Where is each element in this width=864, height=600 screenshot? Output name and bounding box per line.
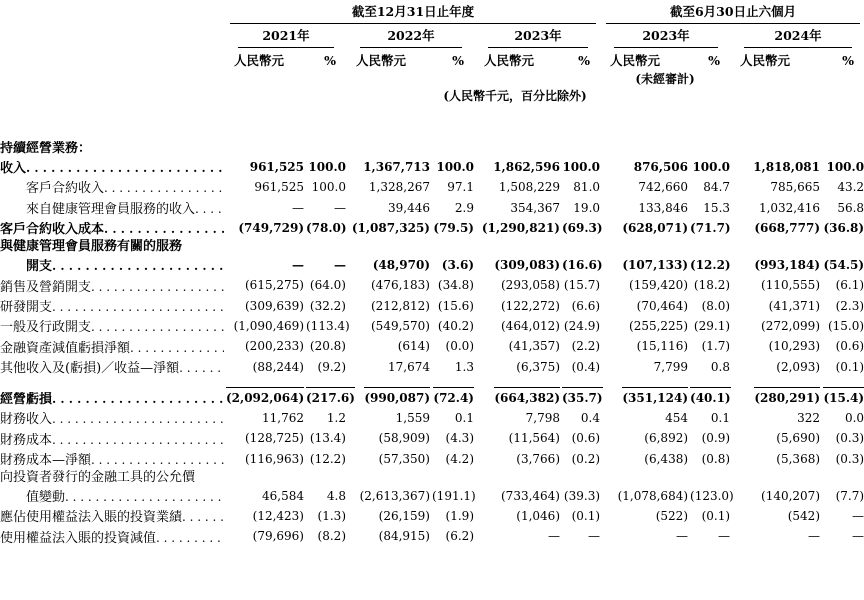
- amount-cell: (6,438): [644, 451, 689, 466]
- spacer-cell: [0, 70, 600, 87]
- row-label-text: 銷售及營銷開支: [0, 279, 92, 295]
- amount-cell: (70,464): [636, 298, 689, 313]
- row-label: [0, 527, 224, 547]
- period-group-interim: [600, 2, 864, 24]
- percent-cell: 19.0: [573, 200, 601, 215]
- dot-leader: [130, 341, 224, 358]
- amount-cell: 11,762: [262, 410, 304, 425]
- percent-cell: —: [334, 257, 346, 272]
- amount-cell: 7,799: [653, 359, 689, 374]
- year-label: 2023年: [614, 24, 718, 48]
- table-row: [0, 255, 864, 275]
- row-label-text: 金融資產減值虧損淨額: [0, 340, 131, 356]
- amount-cell: (2,613,367): [359, 488, 430, 503]
- row-label: [0, 357, 224, 377]
- corner-cell: [0, 2, 224, 24]
- amount-cell: (2,092,064): [224, 378, 304, 409]
- percent-cell: 84.7: [703, 180, 731, 195]
- table-row: [0, 178, 864, 198]
- percent-cell: (12.2): [309, 451, 346, 466]
- percent-cell: (0.3): [835, 431, 864, 446]
- row-label: [0, 337, 224, 357]
- percent-cell: 0.0: [844, 410, 864, 425]
- table-row: [0, 486, 864, 506]
- row-label-text: 一般及行政開支: [0, 320, 92, 336]
- period-group-row: [0, 2, 864, 24]
- row-label: [0, 486, 224, 506]
- percent-cell: (72.4): [430, 378, 474, 409]
- percent-cell: (35.7): [560, 378, 600, 409]
- amount-cell: (128,725): [245, 431, 304, 446]
- amount-cell: 46,584: [262, 488, 304, 503]
- corner-cell: [0, 24, 224, 48]
- percent-header: %: [324, 53, 336, 68]
- corner-cell: [0, 48, 224, 70]
- year-label: 2023年: [488, 24, 588, 48]
- year-header-2022: [346, 24, 474, 48]
- table-row: [0, 408, 864, 428]
- amount-cell: (733,464): [501, 488, 560, 503]
- dot-leader: [91, 320, 224, 337]
- percent-cell: (0.1): [571, 508, 601, 523]
- percent-cell: (0.6): [571, 431, 601, 446]
- table-body: [0, 141, 864, 547]
- amount-cell: (522): [655, 508, 689, 523]
- percent-cell: (39.3): [563, 488, 601, 503]
- dot-leader: [179, 361, 224, 378]
- percent-cell: —: [718, 529, 731, 544]
- row-label: [0, 218, 224, 238]
- percent-cell: (0.1): [701, 508, 731, 523]
- column-header-row: [0, 48, 864, 70]
- period-group-annual-label: 截至12月31日止年度: [230, 2, 596, 24]
- percent-cell: 100.0: [692, 159, 731, 174]
- percent-cell: (13.4): [309, 431, 346, 446]
- percent-cell: (6.1): [835, 278, 864, 293]
- percent-cell: (64.0): [309, 278, 346, 293]
- amount-cell: (549,570): [371, 318, 430, 333]
- amount-cell: —: [548, 529, 560, 544]
- amount-cell: (280,291): [730, 378, 820, 409]
- percent-cell: 56.8: [837, 200, 864, 215]
- table-row: [0, 357, 864, 377]
- percent-cell: (1.3): [317, 508, 346, 523]
- amount-cell: (11,564): [508, 431, 560, 446]
- amount-cell: (15,116): [636, 339, 689, 354]
- row-label-text: 與健康管理會員服務有關的服務: [0, 238, 183, 254]
- amount-cell: 742,660: [638, 180, 689, 195]
- amount-cell: (309,083): [494, 257, 560, 272]
- year-header-2024-interim: [730, 24, 864, 48]
- table-row: [0, 506, 864, 526]
- table-row: [0, 239, 864, 256]
- amount-cell: (990,087): [346, 378, 430, 409]
- row-label-text: 其他收入及(虧損)／收益—淨額: [0, 360, 180, 376]
- amount-cell: 7,798: [525, 410, 560, 425]
- row-label: [0, 449, 224, 469]
- percent-cell: 97.1: [447, 180, 474, 195]
- percent-cell: (79.5): [433, 220, 474, 235]
- year-header-2023: [474, 24, 600, 48]
- amount-cell: 133,846: [638, 200, 689, 215]
- percent-cell: (40.2): [437, 318, 474, 333]
- percent-cell: —: [852, 508, 864, 523]
- percent-cell: 4.8: [326, 488, 346, 503]
- row-label-text: 值變動: [26, 489, 66, 505]
- percent-cell: 81.0: [573, 180, 601, 195]
- amount-cell: (614): [397, 339, 430, 354]
- amount-cell: (1,090,469): [233, 318, 304, 333]
- table-row: [0, 470, 864, 487]
- table-row: [0, 337, 864, 357]
- amount-cell: 1,818,081: [753, 159, 821, 174]
- percent-cell: (12.2): [690, 257, 731, 272]
- percent-header: %: [452, 53, 464, 68]
- amount-cell: (110,555): [761, 278, 821, 293]
- percent-cell: (1.9): [445, 508, 474, 523]
- row-label-text: 向投資者發行的金融工具的公允價: [0, 469, 196, 485]
- dot-leader: [52, 412, 224, 429]
- row-label: [0, 178, 224, 198]
- dot-leader: [52, 392, 224, 409]
- percent-cell: (18.2): [693, 278, 731, 293]
- amount-cell: (88,244): [252, 359, 304, 374]
- amount-cell: (464,012): [501, 318, 560, 333]
- table-row: [0, 276, 864, 296]
- percent-cell: (1.7): [701, 339, 731, 354]
- amount-cell: (79,696): [252, 529, 304, 544]
- period-group-annual: [224, 2, 600, 24]
- percent-cell: (0.4): [571, 359, 601, 374]
- amount-cell: 454: [665, 410, 689, 425]
- percent-cell: (7.7): [835, 488, 864, 503]
- amount-cell: 1,032,416: [758, 200, 821, 215]
- percent-header: %: [708, 53, 721, 68]
- percent-cell: —: [852, 529, 864, 544]
- amount-cell: (3,766): [516, 451, 560, 466]
- amount-cell: (58,909): [378, 431, 430, 446]
- amount-cell: 876,506: [633, 159, 689, 174]
- table-row: [0, 449, 864, 469]
- percent-cell: 0.1: [710, 410, 731, 425]
- dot-leader: [52, 433, 224, 450]
- amount-cell: (41,357): [508, 339, 560, 354]
- amount-cell: —: [676, 529, 689, 544]
- percent-cell: (0.1): [835, 359, 864, 374]
- percent-cell: (24.9): [563, 318, 601, 333]
- amount-cell: (122,272): [501, 298, 560, 313]
- spacer-cell: [0, 87, 430, 140]
- amount-cell: (351,124): [600, 378, 688, 409]
- percent-cell: (54.5): [823, 257, 864, 272]
- row-label-text: 來自健康管理會員服務的收入: [26, 201, 196, 217]
- amount-cell: (6,375): [516, 359, 560, 374]
- row-label: [0, 255, 224, 275]
- table-row: [0, 296, 864, 316]
- amount-cell: (212,812): [371, 298, 430, 313]
- dot-leader: [156, 531, 224, 548]
- row-label: [0, 429, 224, 449]
- amount-cell: (26,159): [378, 508, 430, 523]
- percent-cell: (78.0): [306, 220, 347, 235]
- year-label: 2021年: [238, 24, 334, 48]
- amount-cell: (140,207): [761, 488, 821, 503]
- amount-cell: 322: [797, 410, 821, 425]
- percent-cell: (123.0): [690, 488, 734, 503]
- currency-header: 人民幣元: [484, 53, 535, 68]
- percent-cell: (20.8): [309, 339, 346, 354]
- amount-cell: 961,525: [249, 159, 304, 174]
- percent-cell: (15.6): [437, 298, 474, 313]
- row-label: [0, 276, 224, 296]
- percent-cell: 15.3: [703, 200, 731, 215]
- amount-cell: (57,350): [378, 451, 430, 466]
- currency-header: 人民幣元: [356, 53, 407, 68]
- percent-cell: (2.2): [571, 339, 601, 354]
- amount-cell: (41,371): [768, 298, 821, 313]
- percent-cell: (71.7): [690, 220, 731, 235]
- amount-cell: 1,862,596: [493, 159, 560, 174]
- row-label: [0, 239, 864, 256]
- percent-cell: (0.0): [445, 339, 474, 354]
- percent-cell: (34.8): [437, 278, 474, 293]
- percent-cell: (0.9): [701, 431, 731, 446]
- dot-leader: [26, 161, 224, 178]
- row-label: [0, 198, 224, 218]
- amount-cell: (272,099): [761, 318, 821, 333]
- amount-cell: (5,690): [776, 431, 821, 446]
- amount-cell: —: [292, 200, 304, 215]
- amount-cell: (749,729): [238, 220, 304, 235]
- unaudited-note: (未經審計): [635, 72, 695, 86]
- percent-cell: 2.9: [454, 200, 474, 215]
- amount-cell: 1,508,229: [498, 180, 560, 195]
- row-label: [0, 470, 864, 487]
- currency-header: 人民幣元: [740, 53, 791, 68]
- percent-cell: —: [588, 529, 601, 544]
- year-label: 2024年: [744, 24, 852, 48]
- percent-cell: (6.2): [445, 529, 474, 544]
- row-label-text: 研發開支: [0, 299, 53, 315]
- amount-cell: (48,970): [372, 257, 430, 272]
- row-label: [0, 506, 224, 526]
- amount-cell: 39,446: [388, 200, 430, 215]
- amount-cell: (1,046): [516, 508, 560, 523]
- percent-cell: (0.2): [571, 451, 601, 466]
- year-row: [0, 24, 864, 48]
- percent-cell: 0.4: [580, 410, 601, 425]
- amount-cell: (668,777): [754, 220, 821, 235]
- percent-cell: (9.2): [317, 359, 346, 374]
- percent-cell: (0.3): [835, 451, 864, 466]
- amount-cell: 354,367: [510, 200, 560, 215]
- percent-cell: (40.1): [688, 378, 730, 409]
- amount-cell: —: [808, 529, 821, 544]
- amount-cell: (2,093): [776, 359, 821, 374]
- amount-cell: (84,915): [378, 529, 430, 544]
- percent-cell: (113.4): [306, 318, 350, 333]
- percent-cell: 1.2: [326, 410, 346, 425]
- amount-cell: (255,225): [629, 318, 689, 333]
- dot-leader: [91, 453, 224, 470]
- table-row: [0, 316, 864, 336]
- percent-cell: 1.3: [454, 359, 474, 374]
- row-label: [0, 157, 224, 177]
- percent-cell: —: [334, 200, 346, 215]
- percent-cell: (15.0): [827, 318, 864, 333]
- amount-cell: 1,559: [395, 410, 430, 425]
- percent-cell: 0.8: [710, 359, 731, 374]
- amount-cell: 1,367,713: [363, 159, 430, 174]
- percent-cell: (0.6): [835, 339, 864, 354]
- table-row: [0, 157, 864, 177]
- amount-cell: —: [292, 257, 304, 272]
- percent-cell: (0.8): [701, 451, 731, 466]
- row-label-text: 財務收入: [0, 412, 53, 428]
- dot-leader: [195, 202, 224, 219]
- dot-leader: [104, 181, 224, 198]
- percent-cell: 100.0: [826, 159, 864, 174]
- row-label-text: 財務成本—淨額: [0, 452, 92, 468]
- percent-header: %: [578, 53, 591, 68]
- table-row: [0, 527, 864, 547]
- percent-cell: (4.2): [445, 451, 474, 466]
- amount-cell: (12,423): [252, 508, 304, 523]
- percent-cell: (32.2): [309, 298, 346, 313]
- row-label: [0, 141, 864, 158]
- amount-cell: (10,293): [768, 339, 821, 354]
- unaudited-row: [0, 70, 864, 87]
- row-label: [0, 408, 224, 428]
- row-label-text: 客戶合約收入: [26, 181, 105, 197]
- percent-cell: (69.3): [562, 220, 603, 235]
- table-row: [0, 198, 864, 218]
- amount-cell: 785,665: [770, 180, 821, 195]
- percent-cell: (15.4): [820, 378, 864, 409]
- percent-cell: 100.0: [562, 159, 601, 174]
- row-label: [0, 316, 224, 336]
- percent-cell: (3.6): [441, 257, 474, 272]
- amount-cell: 1,328,267: [368, 180, 430, 195]
- year-header-2023-interim: [600, 24, 730, 48]
- percent-cell: (2.3): [835, 298, 864, 313]
- dot-leader: [91, 280, 224, 297]
- amount-cell: 17,674: [388, 359, 430, 374]
- percent-cell: (29.1): [693, 318, 731, 333]
- percent-cell: (6.6): [571, 298, 601, 313]
- amount-cell: (1,087,325): [351, 220, 430, 235]
- percent-cell: (36.8): [823, 220, 864, 235]
- amount-cell: (159,420): [629, 278, 689, 293]
- amount-cell: (293,058): [501, 278, 560, 293]
- table-row: [0, 141, 864, 158]
- table-row: [0, 378, 864, 409]
- percent-cell: 43.2: [837, 180, 864, 195]
- percent-header: %: [842, 53, 855, 68]
- row-label: [0, 296, 224, 316]
- percent-cell: 0.1: [454, 410, 474, 425]
- year-header-2021: [224, 24, 346, 48]
- dot-leader: [182, 510, 224, 527]
- row-label-text: 經營虧損: [0, 391, 53, 407]
- year-label: 2022年: [360, 24, 462, 48]
- percent-cell: 100.0: [436, 159, 474, 174]
- amount-cell: (615,275): [245, 278, 304, 293]
- row-label-text: 使用權益法入賬的投資減值: [0, 530, 157, 546]
- amount-cell: (664,382): [474, 378, 560, 409]
- amount-cell: (200,233): [245, 339, 304, 354]
- amount-cell: 961,525: [254, 180, 304, 195]
- row-label-text: 客戶合約收入成本: [0, 222, 105, 238]
- percent-cell: (8.2): [317, 529, 346, 544]
- percent-cell: (4.3): [445, 431, 474, 446]
- table-row: [0, 429, 864, 449]
- amount-cell: (6,892): [644, 431, 689, 446]
- amount-cell: (476,183): [371, 278, 430, 293]
- amount-cell: (1,290,821): [481, 220, 560, 235]
- units-note: (人民幣千元，百分比除外): [443, 89, 587, 104]
- percent-cell: (16.6): [562, 257, 603, 272]
- percent-cell: (191.1): [432, 488, 476, 503]
- amount-cell: (1,078,684): [617, 488, 689, 503]
- percent-cell: 100.0: [311, 180, 346, 195]
- table-row: [0, 218, 864, 238]
- row-label-text: 開支: [26, 259, 53, 275]
- percent-cell: (8.0): [701, 298, 731, 313]
- row-label-text: 收入: [0, 161, 27, 177]
- amount-cell: (309,639): [245, 298, 304, 313]
- amount-cell: (116,963): [245, 451, 304, 466]
- dot-leader: [65, 490, 224, 507]
- amount-cell: (628,071): [622, 220, 689, 235]
- dot-leader: [52, 259, 224, 276]
- amount-cell: (107,133): [622, 257, 689, 272]
- percent-cell: (217.6): [304, 378, 346, 409]
- row-label-text: 財務成本: [0, 432, 53, 448]
- row-label-text: 持續經營業務：: [0, 140, 92, 156]
- row-label: [0, 378, 224, 409]
- financial-table: [0, 2, 864, 547]
- dot-leader: [52, 300, 224, 317]
- currency-header: 人民幣元: [610, 53, 661, 68]
- spacer-cell: [600, 87, 864, 140]
- units-row: [0, 87, 864, 140]
- percent-cell: (15.7): [563, 278, 601, 293]
- amount-cell: (5,368): [776, 451, 821, 466]
- amount-cell: (542): [787, 508, 821, 523]
- row-label-text: 應佔使用權益法入賬的投資業績: [0, 510, 183, 526]
- currency-header: 人民幣元: [234, 53, 285, 68]
- amount-cell: (993,184): [754, 257, 821, 272]
- period-group-interim-label: 截至6月30日止六個月: [606, 2, 860, 24]
- percent-cell: 100.0: [308, 159, 346, 174]
- dot-leader: [104, 222, 224, 239]
- spacer-cell: [730, 70, 864, 87]
